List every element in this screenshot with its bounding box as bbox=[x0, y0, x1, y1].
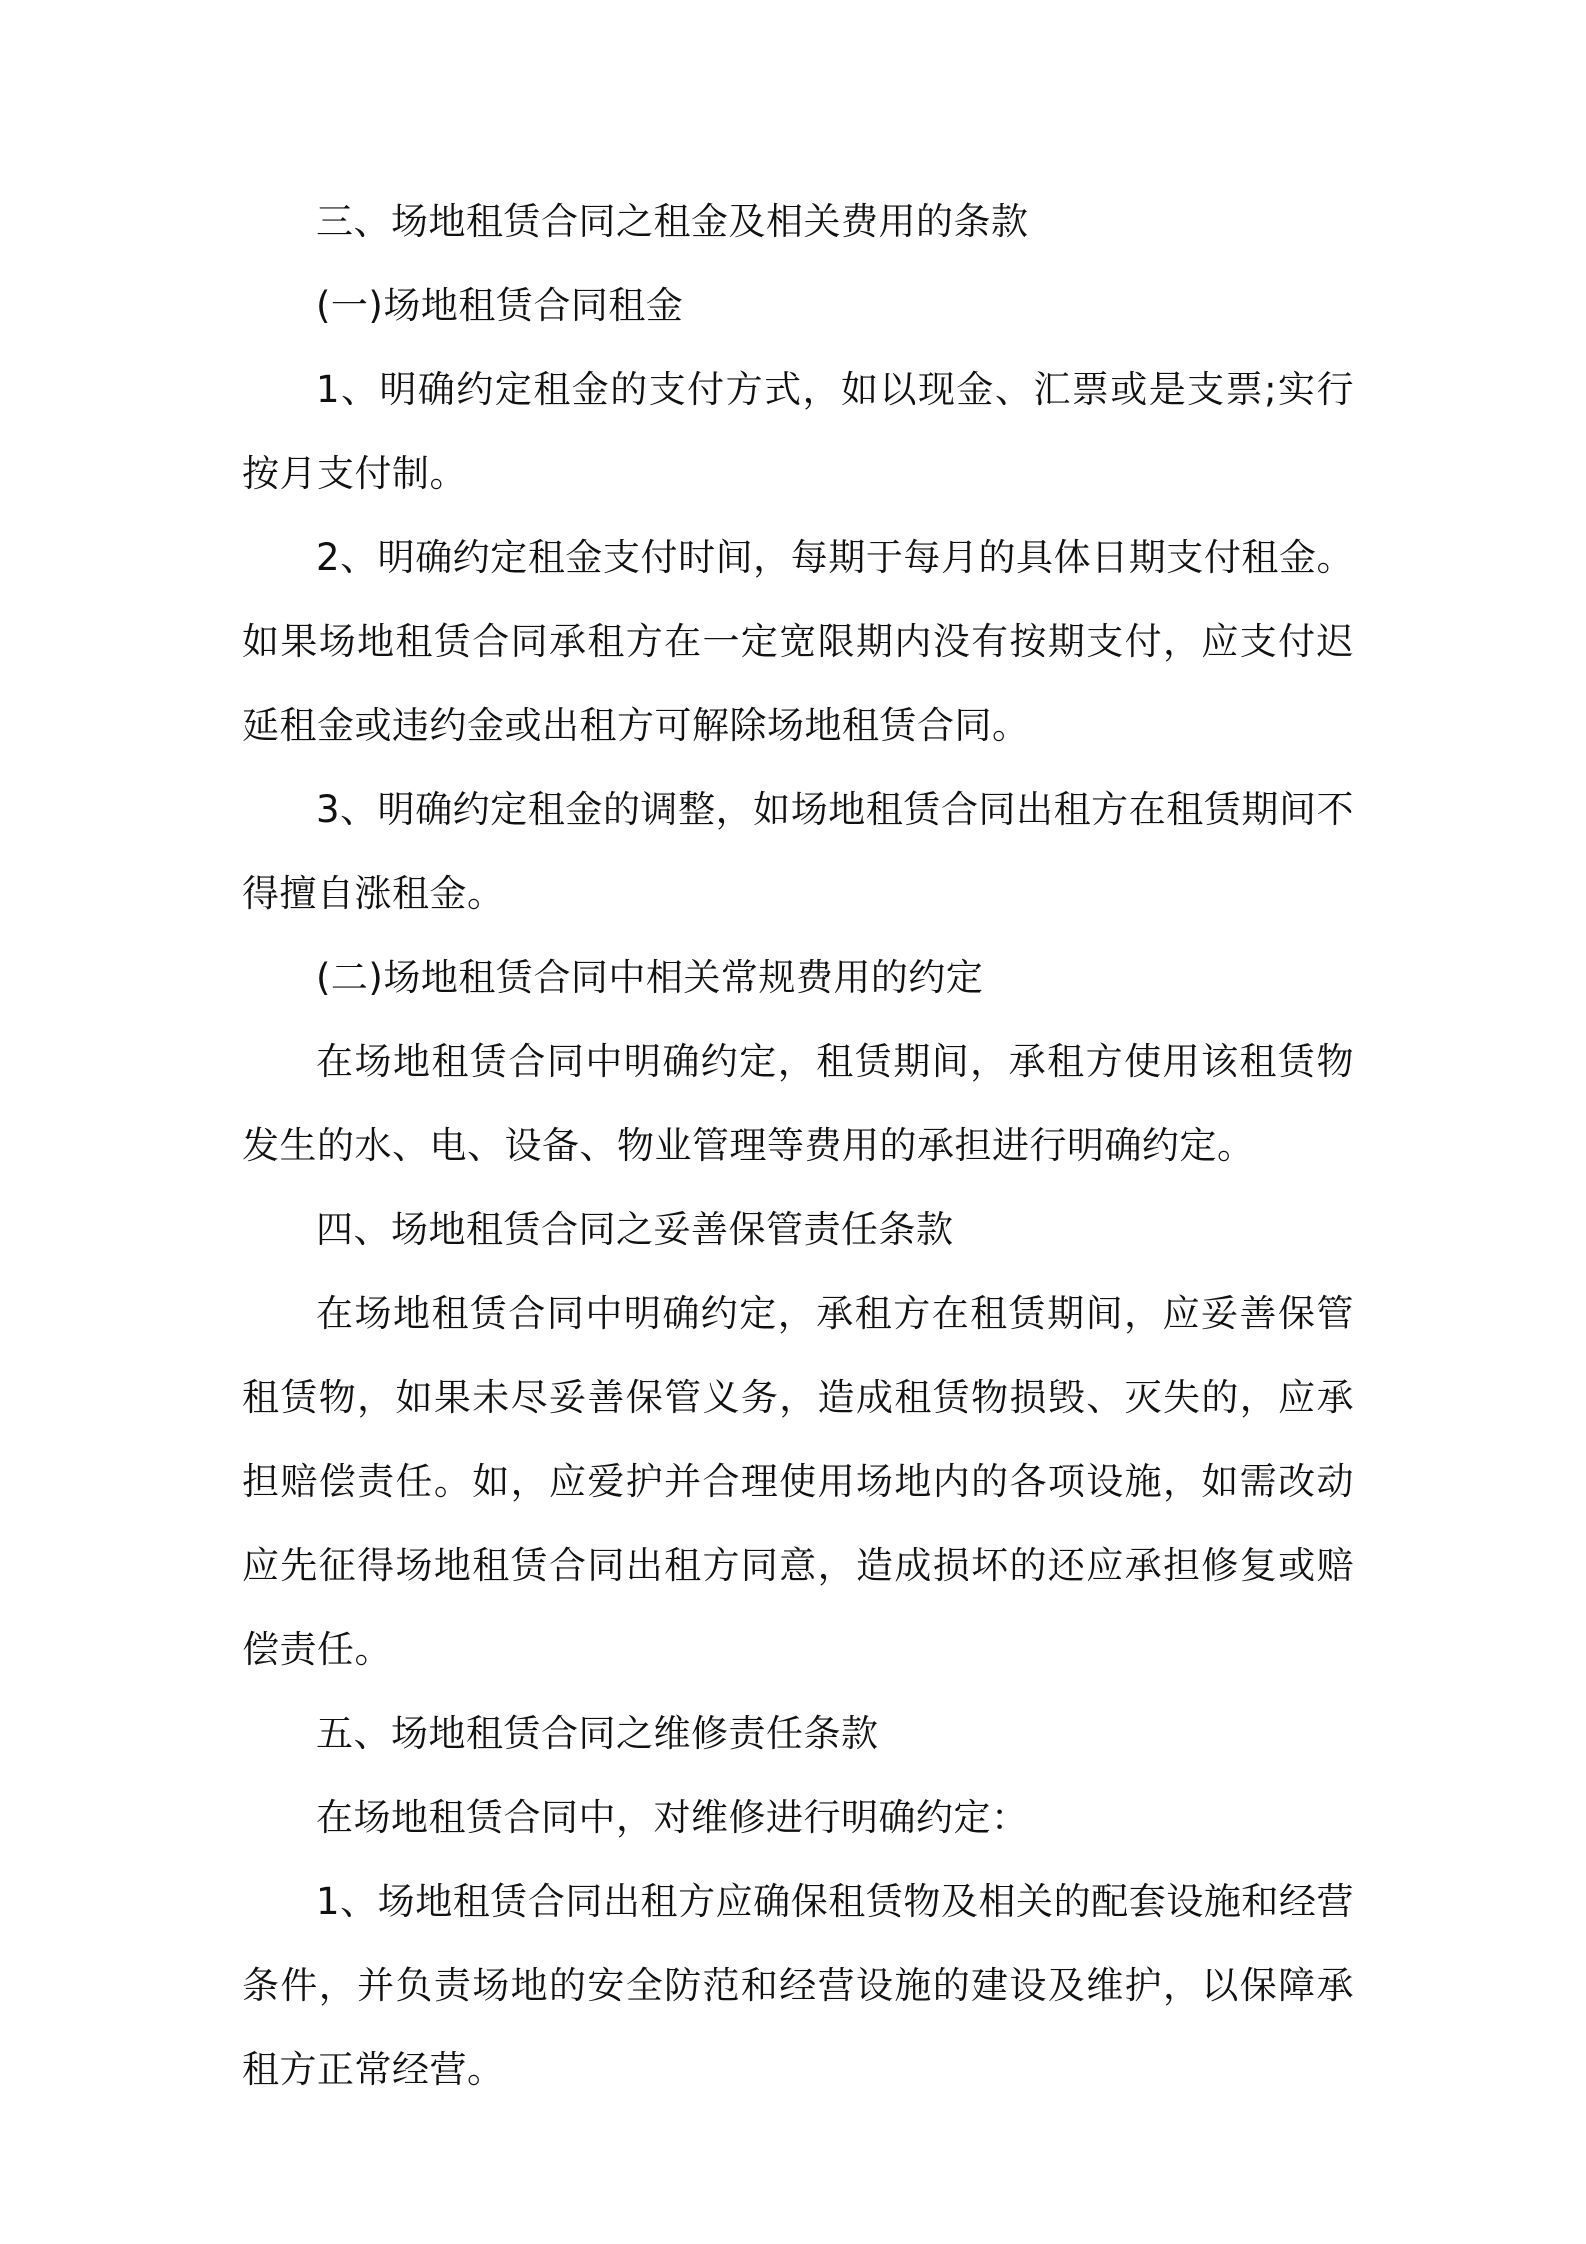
paragraph-maintenance-intro: 在场地租赁合同中，对维修进行明确约定： bbox=[316, 1796, 1029, 1839]
subsection-heading-regular-fees: (二)场地租赁合同中相关常规费用的约定 bbox=[316, 956, 984, 999]
document-body bbox=[242, 180, 1354, 2112]
paragraph-rent-adjustment: 3、明确约定租金的调整，如场地租赁合同出租方在租赁期间不得擅自涨租金。 bbox=[242, 788, 1354, 915]
paragraph-maintenance-item-1: 1、场地租赁合同出租方应确保租赁物及相关的配套设施和经营条件，并负责场地的安全防范和经营设施的建设及维护，以保障承租方正常经营。 bbox=[242, 1880, 1354, 2091]
paragraph-regular-fees: 在场地租赁合同中明确约定，租赁期间，承租方使用该租赁物发生的水、电、设备、物业管理等费用的承担进行明确约定。 bbox=[242, 1040, 1354, 1167]
section-heading-custody: 四、场地租赁合同之妥善保管责任条款 bbox=[316, 1208, 954, 1251]
section-heading-maintenance: 五、场地租赁合同之维修责任条款 bbox=[316, 1712, 879, 1755]
paragraph-payment-time: 2、明确约定租金支付时间，每期于每月的具体日期支付租金。如果场地租赁合同承租方在一定宽限期内没有按期支付，应支付迟延租金或违约金或出租方可解除场地租赁合同。 bbox=[242, 536, 1354, 747]
subsection-heading-rent: (一)场地租赁合同租金 bbox=[316, 284, 684, 327]
paragraph-custody: 在场地租赁合同中明确约定，承租方在租赁期间，应妥善保管租赁物，如果未尽妥善保管义务，造成租赁物损毁、灭失的，应承担赔偿责任。如，应爱护并合理使用场地内的各项设施，如需改动应先征得场地租赁合同出租方同意，造成损坏的还应承担修复或赔偿责任。 bbox=[242, 1292, 1354, 1671]
section-heading-rent-and-fees: 三、场地租赁合同之租金及相关费用的条款 bbox=[316, 200, 1029, 243]
paragraph-payment-method: 1、明确约定租金的支付方式，如以现金、汇票或是支票;实行按月支付制。 bbox=[242, 368, 1354, 495]
